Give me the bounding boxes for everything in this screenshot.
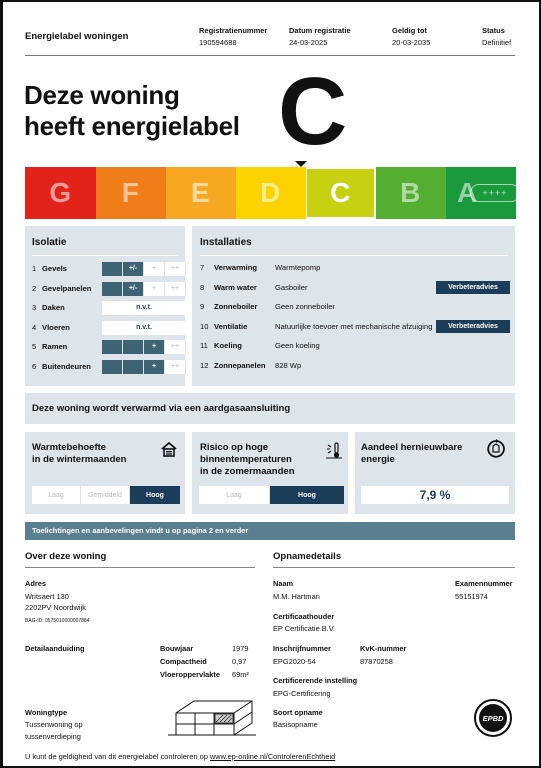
date-label: Datum registratie — [289, 26, 351, 35]
valid-label: Geldig tot — [392, 26, 427, 35]
row-value: Warmtepomp — [275, 263, 321, 272]
warmtebehoefte-title-line1: Warmtebehoefte — [32, 442, 107, 453]
rating-cell — [102, 340, 123, 354]
isolatie-rating — [102, 262, 186, 276]
installatie-row — [200, 339, 510, 353]
valid-info — [392, 25, 430, 49]
registration-label: Registratienummer — [199, 26, 268, 35]
rating-cell-current: +/- — [123, 282, 144, 296]
inschrijf-label: Inschrijfnummer — [273, 644, 331, 653]
row-number: 2 — [32, 283, 37, 293]
naam-value: M.M. Hartman — [273, 592, 320, 601]
warmtebehoefte-title-line2: in de wintermaanden — [32, 454, 127, 465]
scale-segment-b: B — [375, 167, 446, 219]
heating-notice-panel — [25, 393, 515, 424]
isolatie-title: Isolatie — [32, 237, 67, 248]
row-value: Geen koeling — [275, 341, 320, 350]
status-info — [482, 25, 511, 49]
row-label: Buitendeuren — [42, 361, 91, 371]
row-value: Geen zonneboiler — [275, 302, 335, 311]
cert-value: EP Certificatie B.V. — [273, 624, 336, 633]
row-value: Natuurlijke toevoer met mechanische afzuiging — [275, 321, 433, 331]
row-label: Koeling — [214, 341, 242, 350]
isolatie-rating — [102, 340, 186, 354]
headline-line2: heeft energielabel — [24, 111, 240, 141]
bouwjaar-label: Bouwjaar — [160, 644, 194, 653]
compact-value: 0,97 — [232, 657, 247, 666]
installatie-row — [200, 261, 510, 275]
verbeteradvies-button[interactable]: Verbeteradvies — [436, 320, 510, 333]
scale-segment-d: D — [235, 167, 306, 219]
rating-cell — [102, 360, 123, 374]
status-label: Status — [482, 26, 505, 35]
rating-cell — [123, 340, 144, 354]
header-divider — [25, 55, 515, 56]
isolatie-rating — [102, 321, 186, 335]
row-label: Zonneboiler — [214, 302, 258, 311]
row-label: Gevels — [42, 264, 67, 273]
row-label: Verwarming — [214, 263, 258, 272]
isolatie-row — [32, 262, 182, 276]
bouwjaar-value: 1979 — [232, 644, 249, 653]
row-label: Warm water — [214, 282, 257, 292]
hernieuwbaar-title-line2: energie — [361, 454, 395, 465]
isolatie-row — [32, 301, 182, 315]
kvk-value: 87870258 — [360, 657, 393, 666]
row-number: 1 — [32, 264, 37, 273]
scale-option-laag: Laag — [199, 486, 269, 504]
kvk-label: KvK-nummer — [360, 644, 407, 653]
row-value: 828 Wp — [275, 360, 302, 370]
isolatie-rating — [102, 301, 186, 315]
risico-title — [200, 442, 295, 478]
row-label: Vloeren — [42, 322, 70, 332]
row-number: 3 — [32, 303, 37, 312]
cert-label: Certificaathouder — [273, 612, 335, 621]
installatie-row — [200, 300, 510, 314]
installatie-row — [200, 359, 510, 373]
isolatie-divider — [32, 255, 178, 256]
registration-info — [199, 25, 267, 49]
rating-cell: + — [144, 262, 165, 276]
status-value: Definitief — [482, 38, 512, 47]
row-number: 5 — [32, 342, 37, 351]
bag-id: BAG-ID: 0575010000007884 — [25, 618, 90, 624]
installaties-title: Installaties — [200, 237, 252, 248]
risico-panel — [192, 432, 348, 514]
rating-cell: ++ — [165, 282, 186, 296]
warmtebehoefte-panel — [25, 432, 185, 514]
epbd-logo-text: EPBD — [479, 704, 507, 732]
plus-pill: ++++ — [470, 184, 520, 202]
risico-title-line3: in de zomermaanden — [200, 466, 295, 477]
row-number: 4 — [32, 322, 37, 332]
opname-title: Opnamedetails — [273, 551, 342, 562]
rating-cell — [102, 262, 123, 276]
examen-label: Examennummer — [455, 579, 513, 588]
epbd-logo — [474, 699, 512, 737]
type-line1: Tussenwoning op — [25, 720, 83, 729]
soort-value: Basisopname — [273, 720, 318, 729]
scale-segment-f: F — [95, 167, 166, 219]
house-heat-icon — [161, 441, 177, 457]
address-label: Adres — [25, 579, 46, 588]
opname-divider — [273, 567, 515, 568]
heating-notice: Deze woning wordt verwarmd via een aardgasaansluiting — [32, 403, 291, 414]
warmtebehoefte-scale — [32, 486, 180, 504]
type-label: Woningtype — [25, 708, 68, 717]
rating-cell — [123, 360, 144, 374]
row-number: 7 — [200, 263, 205, 272]
isolatie-row — [32, 282, 182, 296]
row-number: 8 — [200, 282, 205, 292]
hernieuwbaar-panel — [355, 432, 515, 514]
installaties-divider — [200, 255, 508, 256]
hernieuwbaar-title-line1: Aandeel hernieuwbare — [361, 442, 463, 453]
registration-value: 190594688 — [199, 38, 237, 47]
rating-na: n.v.t. — [102, 301, 186, 315]
row-label: Ventilatie — [214, 321, 248, 331]
installatie-row — [200, 281, 510, 295]
hernieuwbaar-title — [361, 442, 462, 466]
info-banner: Toelichtingen en aanbevelingen vindt u op pagina 2 en verder — [25, 522, 515, 540]
isolatie-rating — [102, 282, 186, 296]
instelling-label: Certificerende instelling — [273, 676, 358, 685]
row-number: 6 — [32, 361, 37, 371]
footer-text: U kunt de geldigheid van dit energielabel controleren op — [25, 752, 210, 761]
isolatie-row — [32, 340, 182, 354]
rating-na: n.v.t. — [102, 321, 186, 335]
row-value: Gasboiler — [275, 282, 308, 292]
row-label: Daken — [42, 303, 65, 312]
scale-segment-a: A — [445, 167, 516, 219]
document-title: Energielabel woningen — [25, 31, 129, 42]
row-number: 12 — [200, 360, 209, 370]
scale-option-gemiddeld: Gemiddeld — [81, 486, 129, 504]
date-info — [289, 25, 351, 49]
isolatie-panel — [25, 226, 185, 386]
naam-label: Naam — [273, 579, 294, 588]
risico-scale — [199, 486, 344, 504]
row-number: 9 — [200, 302, 205, 311]
isolatie-row — [32, 360, 182, 374]
type-line2: tussenverdieping — [25, 732, 81, 741]
installaties-panel — [192, 226, 515, 386]
rating-cell: ++ — [165, 360, 186, 374]
installatie-row — [200, 320, 510, 334]
rating-cell-current: + — [144, 360, 165, 374]
risico-title-line2: binnentemperaturen — [200, 454, 292, 465]
headline-line1: Deze woning — [24, 80, 180, 110]
examen-value: 55151974 — [455, 592, 488, 601]
energy-label-letter: C — [278, 58, 348, 165]
woning-divider — [25, 567, 255, 568]
address-line2: 2202PV Noordwijk — [25, 603, 86, 612]
scale-segment-g: G — [25, 167, 96, 219]
scale-segment-c: C — [305, 167, 376, 219]
energy-scale — [25, 167, 515, 219]
details-label: Detailaanduiding — [25, 644, 85, 653]
headline — [24, 80, 240, 142]
rating-cell — [102, 282, 123, 296]
opp-label: Vloeroppervlakte — [160, 670, 220, 679]
valid-value: 20-03-2035 — [392, 38, 431, 47]
warmtebehoefte-title — [32, 442, 127, 466]
compact-label: Compactheid — [160, 657, 207, 666]
building-type-illustration — [168, 697, 258, 743]
rating-cell-current: +/- — [123, 262, 144, 276]
rating-cell: ++ — [165, 340, 186, 354]
scale-segment-e: E — [165, 167, 236, 219]
thermometer-sun-icon — [326, 441, 342, 459]
instelling-value: EPG-Certificering — [273, 689, 331, 698]
row-label: Ramen — [42, 342, 68, 351]
row-label: Gevelpanelen — [42, 283, 92, 293]
rating-cell-current: + — [144, 340, 165, 354]
renewable-cycle-icon — [486, 439, 506, 459]
scale-option-hoog: Hoog — [130, 486, 180, 504]
hernieuwbaar-value: 7,9 % — [361, 486, 509, 504]
verbeteradvies-button[interactable]: Verbeteradvies — [436, 281, 510, 294]
scale-option-hoog: Hoog — [270, 486, 344, 504]
rating-cell: + — [144, 282, 165, 296]
footer-link[interactable]: www.ep-online.nl/ControlerenEchtheid — [209, 752, 336, 761]
rating-cell: ++ — [165, 262, 186, 276]
inschrijf-value: EPG2020-54 — [273, 657, 316, 666]
date-value: 24-03-2025 — [289, 38, 328, 47]
woning-title: Over deze woning — [25, 551, 107, 562]
address-line1: Writsaert 130 — [25, 592, 69, 601]
row-number: 11 — [200, 341, 208, 350]
soort-label: Soort opname — [273, 708, 323, 717]
isolatie-rating — [102, 360, 186, 374]
row-label: Zonnepanelen — [214, 360, 266, 370]
row-number: 10 — [200, 321, 209, 331]
isolatie-row — [32, 321, 182, 335]
scale-option-laag: Laag — [32, 486, 80, 504]
opp-value: 69m² — [232, 670, 249, 679]
risico-title-line1: Risico op hoge — [200, 442, 269, 453]
footer — [25, 751, 335, 762]
